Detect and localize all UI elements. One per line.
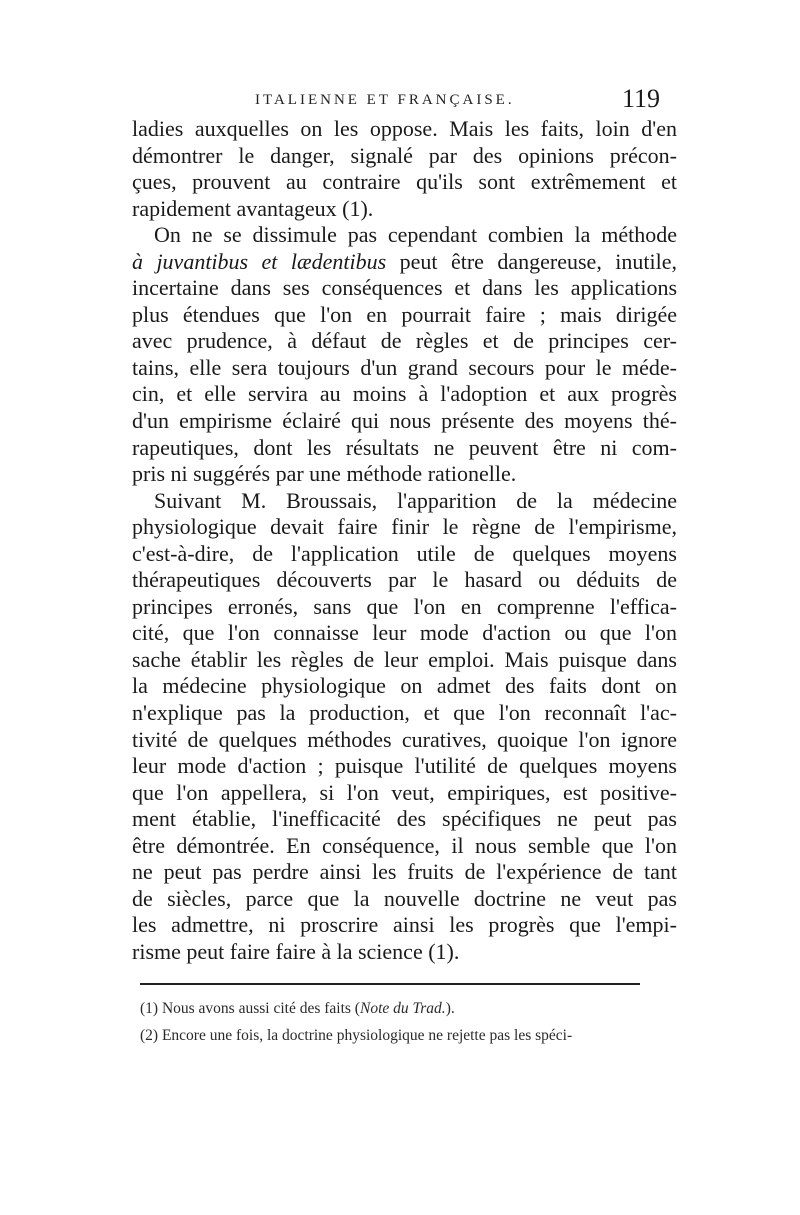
footnote-divider [140,983,640,985]
text-line: physiologique devait faire finir le règne de l'empirisme, [132,514,677,540]
text-line: ment établie, l'inefficacité des spécifiques ne peut pas [132,806,677,832]
text-line: ne peut pas perdre ainsi les fruits de l'expérience de tant [132,859,677,885]
paragraph-start: On ne se dissimule pas cependant combien la méthode [154,222,677,248]
text-line: les admettre, ni proscrire ainsi les progrès que l'empi- [132,912,677,938]
footnote-2 [140,1022,660,1049]
text-line: principes erronés, sans que l'on en comprenne l'effica- [132,593,677,619]
text-line: risme peut faire faire à la science (1). [132,938,460,964]
page-number: 119 [622,84,661,113]
text-line: d'un empirisme éclairé qui nous présente des moyens thé- [132,408,677,434]
latin-phrase: à juvantibus et lædentibus [132,248,387,274]
text-fragment: peut être dangereuse, inutile, [386,248,677,274]
running-title: ITALIENNE ET FRANÇAISE. [255,92,515,108]
footnote-text: Encore une fois, la doctrine physiologique ne rejette pas les spéci- [161,1027,573,1044]
footnote-italic: Note du Trad. [359,1000,446,1017]
text-line: çues, prouvent au contraire qu'ils sont extrêmement et [132,169,677,195]
text-line: n'explique pas la production, et que l'on reconnaît l'ac- [132,700,677,726]
text-line: être démontrée. En conséquence, il nous semble que l'on [132,832,677,858]
footnote-marker: (1) [140,1000,159,1017]
text-line: incertaine dans ses conséquences et dans les applications [132,275,677,301]
footnotes [140,995,660,1049]
text-line: que l'on appellera, si l'on veut, empiriques, est positive- [132,779,677,805]
paragraph-start: Suivant M. Broussais, l'apparition de la médecine [154,487,677,513]
text-line: plus étendues que l'on en pourrait faire ; mais dirigée [132,301,677,327]
text-line: cité, que l'on connaisse leur mode d'action ou que l'on [132,620,677,646]
text-line: la médecine physiologique on admet des faits dont on [132,673,677,699]
text-line: de siècles, parce que la nouvelle doctrine ne veut pas [132,885,677,911]
text-line: démontrer le danger, signalé par des opinions précon- [132,142,677,168]
footnote-text-end: ). [445,1000,455,1017]
footnote-text: Nous avons aussi cité des faits ( [161,1000,360,1017]
text-line: ladies auxquelles on les oppose. Mais les faits, loin d'en [132,116,677,141]
text-line: rapidement avantageux (1). [132,195,374,221]
text-line: cin, et elle servira au moins à l'adoption et aux progrès [132,381,677,407]
footnote-1 [140,995,660,1022]
text-line-latin-phrase [132,249,677,276]
body-text [132,116,677,966]
footnote-marker: (2) [140,1027,159,1044]
text-line: rapeutiques, dont les résultats ne peuvent être ni com- [132,434,677,460]
text-line: pris ni suggérés par une méthode rationelle. [132,461,517,487]
text-line: c'est-à-dire, de l'application utile de quelques moyens [132,540,677,566]
text-line: tains, elle sera toujours d'un grand secours pour le méde- [132,354,677,380]
text-line: leur mode d'action ; puisque l'utilité de quelques moyens [132,753,677,779]
text-line: avec prudence, à défaut de règles et de principes cer- [132,328,677,354]
text-line: tivité de quelques méthodes curatives, quoique l'on ignore [132,726,677,752]
text-line: sache établir les règles de leur emploi. Mais puisque dans [132,646,677,672]
text-line: thérapeutiques découverts par le hasard ou déduits de [132,567,677,593]
